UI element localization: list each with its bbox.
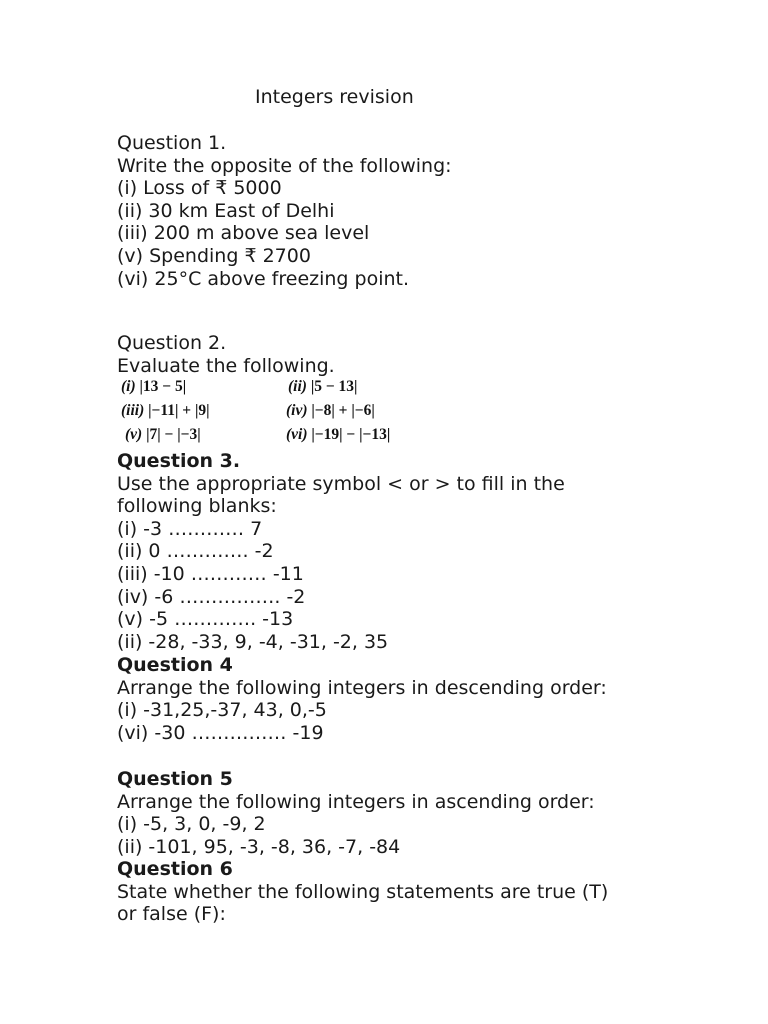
question-6-prompt: or false (F): bbox=[117, 903, 226, 926]
expression-item bbox=[286, 426, 390, 444]
expression-value: |13 − 5| bbox=[139, 378, 187, 395]
question-6-heading: Question 6 bbox=[117, 858, 233, 880]
question-5-item: (ii) -101, 95, -3, -8, 36, -7, -84 bbox=[117, 835, 401, 858]
expression-label: (iv) bbox=[286, 402, 308, 419]
question-5-heading: Question 5 bbox=[117, 768, 233, 790]
question-3-prompt: following blanks: bbox=[117, 495, 277, 518]
question-3-item: (iii) -10 ………… -11 bbox=[117, 562, 304, 585]
question-1-item: (v) Spending ₹ 2700 bbox=[117, 244, 311, 267]
expression-label: (v) bbox=[125, 426, 143, 443]
question-4-prompt: Arrange the following integers in descending order: bbox=[117, 676, 607, 699]
expression-value: |5 − 13| bbox=[310, 378, 358, 395]
question-6 bbox=[117, 858, 608, 926]
question-3-heading: Question 3. bbox=[117, 450, 241, 472]
question-4-heading: Question 4 bbox=[117, 654, 233, 676]
question-4-item: (i) -31,25,-37, 43, 0,-5 bbox=[117, 699, 327, 722]
question-5 bbox=[117, 768, 595, 858]
question-1-heading: Question 1. bbox=[117, 132, 227, 154]
expression-item bbox=[125, 426, 201, 444]
expression-label: (iii) bbox=[121, 402, 145, 419]
expression-label: (i) bbox=[121, 378, 136, 395]
question-4-item: (vi) -30 …………… -19 bbox=[117, 721, 324, 744]
question-3-prompt: Use the appropriate symbol < or > to fill in the bbox=[117, 472, 565, 495]
expression-item bbox=[286, 402, 375, 420]
question-3-item: (iv) -6 ……………. -2 bbox=[117, 585, 306, 608]
question-2-expressions bbox=[121, 378, 421, 450]
question-3-item: (i) -3 ………… 7 bbox=[117, 517, 263, 540]
expression-value: |−19| − |−13| bbox=[311, 426, 391, 443]
expression-value: |−11| + |9| bbox=[148, 402, 210, 419]
question-1-item: (vi) 25°C above freezing point. bbox=[117, 267, 410, 290]
question-3-item: (v) -5 …………. -13 bbox=[117, 608, 294, 631]
question-5-prompt: Arrange the following integers in ascending order: bbox=[117, 790, 595, 813]
question-3-item: (ii) 0 …………. -2 bbox=[117, 540, 274, 563]
expression-label: (vi) bbox=[286, 426, 308, 443]
expression-item bbox=[288, 378, 357, 396]
question-4 bbox=[117, 654, 607, 744]
question-1-prompt: Write the opposite of the following: bbox=[117, 154, 452, 177]
expression-item bbox=[121, 402, 210, 420]
question-5-item: (i) -5, 3, 0, -9, 2 bbox=[117, 813, 266, 836]
question-1-item: (iii) 200 m above sea level bbox=[117, 222, 370, 245]
question-2 bbox=[117, 332, 335, 377]
question-2-prompt: Evaluate the following. bbox=[117, 354, 335, 377]
document-title: Integers revision bbox=[255, 86, 414, 108]
question-1-item: (ii) 30 km East of Delhi bbox=[117, 199, 335, 222]
expression-item bbox=[121, 378, 186, 396]
question-1-item: (i) Loss of ₹ 5000 bbox=[117, 177, 282, 200]
question-3-item: (ii) -28, -33, 9, -4, -31, -2, 35 bbox=[117, 630, 389, 653]
expression-label: (ii) bbox=[288, 378, 307, 395]
question-3 bbox=[117, 450, 565, 653]
expression-value: |7| − |−3| bbox=[146, 426, 201, 443]
question-6-prompt: State whether the following statements are true (T) bbox=[117, 880, 609, 903]
question-2-heading: Question 2. bbox=[117, 332, 227, 354]
expression-value: |−8| + |−6| bbox=[311, 402, 375, 419]
question-1 bbox=[117, 132, 452, 290]
